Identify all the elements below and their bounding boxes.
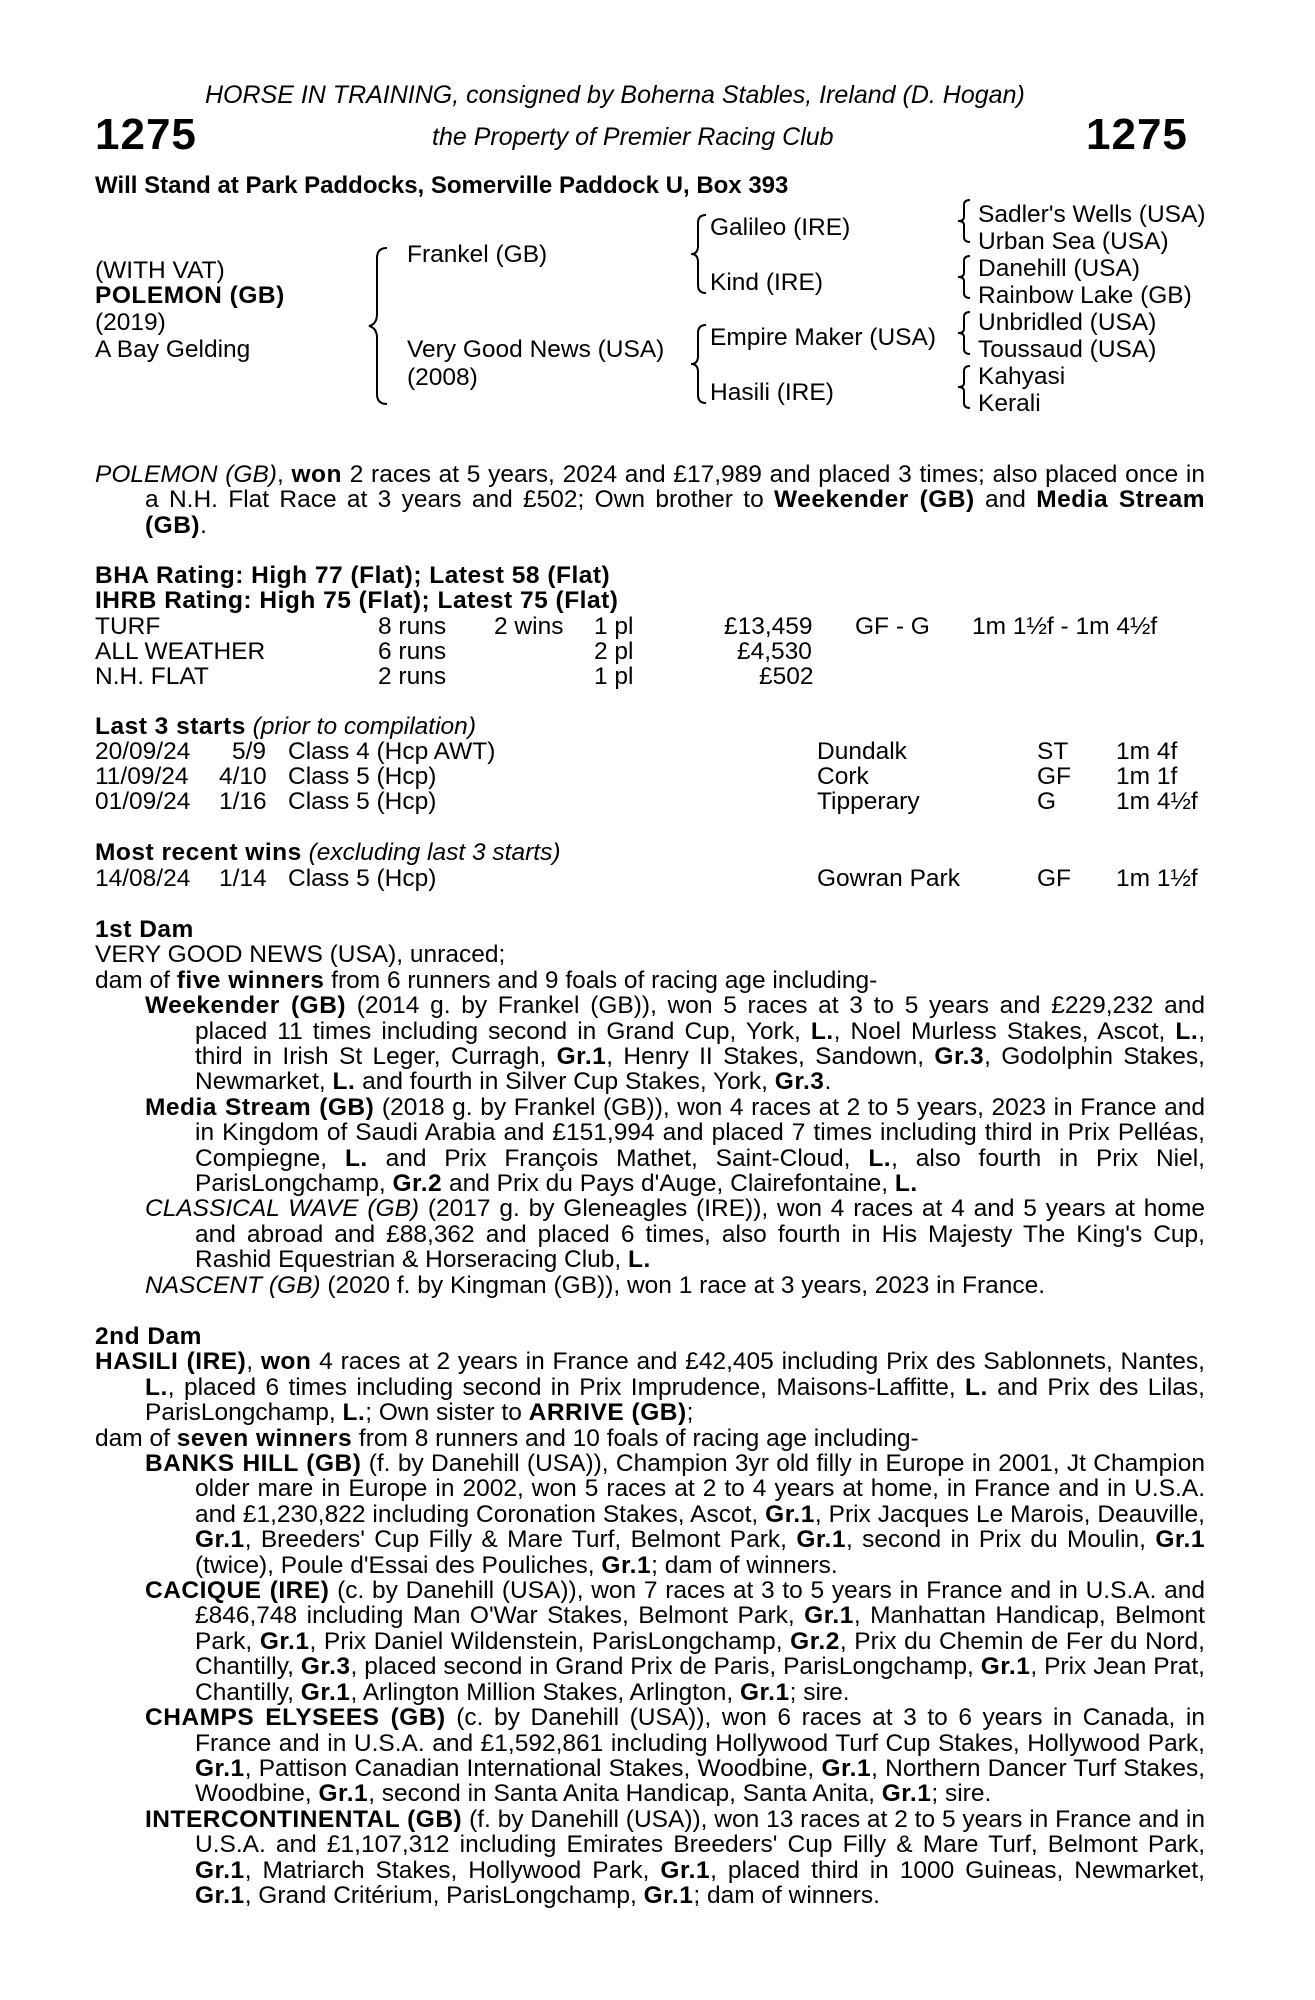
second-dam-section <box>95 1324 1205 1908</box>
brace-sd <box>955 254 975 300</box>
stand-location: Will Stand at Park Paddocks, Somerville Paddock U, Box 393 <box>95 172 789 199</box>
first-dam-line: VERY GOOD NEWS (USA), unraced; <box>95 941 506 969</box>
win-going: GF <box>1037 865 1072 892</box>
start-date: 11/09/24 <box>95 763 189 790</box>
progeny-name: CHAMPS ELYSEES (GB) <box>145 1704 446 1732</box>
start-distance: 1m 4f <box>1116 738 1178 765</box>
start-position: 4/10 <box>219 763 267 790</box>
bha-rating: BHA Rating: High 77 (Flat); Latest 58 (Flat) <box>95 562 611 589</box>
sire-sire-dam: Urban Sea (USA) <box>978 228 1169 255</box>
dam-dam-dam: Kerali <box>978 390 1041 417</box>
first-dam-from: from 6 runners and 9 foals of racing age including- <box>324 966 878 994</box>
record-placed: 2 pl <box>594 638 634 665</box>
horse-description: A Bay Gelding <box>95 336 251 363</box>
progeny-banks-hill: BANKS HILL (GB) (f. by Danehill (USA)), Champion 3yr old filly in Europe in 2001, Jt Champion older mare in Europe in 2002, won 5 races at 2 to 4 years at home, in France and in U.S.A. and £1,230,822 including Coronation Stakes, Ascot, Gr.1, Prix Jacques Le Marois, Deauville, Gr.1, Breeders' Cup Filly & Mare Turf, Belmont Park, Gr.1, second in Prix du Moulin, Gr.1 (twice), Poule d'Essai des Pouliches, Gr.1; dam of winners. <box>145 1450 1205 1579</box>
summary-horse-name: POLEMON (GB) <box>95 461 277 488</box>
second-dam-title: 2nd Dam <box>95 1323 202 1350</box>
pedigree-brace-main <box>365 246 395 406</box>
brace-ss <box>955 198 975 244</box>
brace-ds <box>955 310 975 356</box>
progeny-name: Weekender (GB) <box>145 992 347 1020</box>
pedigree-brace-dam <box>688 323 712 405</box>
start-position: 5/9 <box>232 738 267 765</box>
summary-end: . <box>200 511 207 539</box>
recent-wins-title: Most recent wins <box>95 839 302 866</box>
horse-summary: POLEMON (GB), won 2 races at 5 years, 2024 and £17,989 and placed 3 times; also placed once in a N.H. Flat Race at 3 years and £502; Own brother to Weekender (GB) and Media Stream (GB). <box>95 461 1206 539</box>
recent-wins-heading <box>95 840 560 865</box>
progeny-name: BANKS HILL (GB) <box>145 1450 362 1478</box>
dam-name: Very Good News (USA) <box>407 336 665 363</box>
start-going: ST <box>1037 738 1069 765</box>
progeny-champs-elysees: CHAMPS ELYSEES (GB) (c. by Danehill (USA)), won 6 races at 3 to 6 years in Canada, in France and in U.S.A. and £1,592,861 including Hollywood Turf Cup Stakes, Hollywood Park, Gr.1, Pattison Canadian International Stakes, Woodbine, Gr.1, Northern Dancer Turf Stakes, Woodbine, Gr.1, second in Santa Anita Handicap, Santa Anita, Gr.1; sire. <box>145 1704 1205 1808</box>
consignor-line: HORSE IN TRAINING, consigned by Boherna Stables, Ireland (D. Hogan) <box>205 81 1025 109</box>
start-date: 20/09/24 <box>95 738 191 765</box>
first-dam-of: dam of <box>95 966 177 994</box>
last-starts-title: Last 3 starts <box>95 713 246 740</box>
record-wins: 2 wins <box>494 613 564 640</box>
record-distance: 1m 1½f - 1m 4½f <box>972 613 1158 640</box>
property-line: the Property of Premier Racing Club <box>432 123 834 151</box>
second-dam-intro: HASILI (IRE), won 4 races at 2 years in France and £42,405 including Prix des Sablonnets, Nantes, L., placed 6 times including second in Prix Imprudence, Maisons-Laffitte, L. and Prix des Lilas, ParisLongchamp, L.; Own sister to ARRIVE (GB); <box>95 1348 1205 1427</box>
first-dam-produce <box>95 968 1205 993</box>
dam-sire-dam: Toussaud (USA) <box>978 336 1157 363</box>
start-going: GF <box>1037 763 1072 790</box>
recent-wins-note: (excluding last 3 starts) <box>308 839 561 866</box>
dam-sire-sire: Unbridled (USA) <box>978 309 1157 336</box>
progeny-weekender: Weekender (GB) (2014 g. by Frankel (GB)), won 5 races at 3 to 5 years and £229,232 and placed 11 times including second in Grand Cup, York, L., Noel Murless Stakes, Ascot, L., third in Irish St Leger, Curragh, Gr.1, Henry II Stakes, Sandown, Gr.3, Godolphin Stakes, Newmarket, L. and fourth in Silver Cup Stakes, York, Gr.3. <box>145 992 1205 1096</box>
sire-dam-dam: Rainbow Lake (GB) <box>978 282 1192 309</box>
record-surface: ALL WEATHER <box>95 638 266 665</box>
record-surface: N.H. FLAT <box>95 663 209 690</box>
record-runs: 6 runs <box>378 638 447 665</box>
record-runs: 2 runs <box>378 663 447 690</box>
dam-dam: Hasili (IRE) <box>710 379 834 406</box>
dam-sire: Empire Maker (USA) <box>710 324 936 351</box>
dam-year: (2008) <box>407 364 478 391</box>
progeny-name: CACIQUE (IRE) <box>145 1577 330 1605</box>
start-position: 1/16 <box>219 788 267 815</box>
summary-won: won <box>291 461 342 488</box>
brace-dd <box>955 364 975 410</box>
record-surface: TURF <box>95 613 161 640</box>
second-dam-produce: dam of seven winners from 8 runners and 10 foals of racing age including- <box>95 1424 919 1452</box>
start-course: Cork <box>817 763 869 790</box>
progeny-cacique: CACIQUE (IRE) (c. by Danehill (USA)), won 7 races at 3 to 5 years in France and in U.S.A. and £846,748 including Man O'War Stakes, Belmont Park, Gr.1, Manhattan Handicap, Belmont Park, Gr.1, Prix Daniel Wildenstein, ParisLongchamp, Gr.2, Prix du Chemin de Fer du Nord, Chantilly, Gr.3, placed second in Grand Prix de Paris, ParisLongchamp, Gr.1, Prix Jean Prat, Chantilly, Gr.1, Arlington Million Stakes, Arlington, Gr.1; sire. <box>145 1577 1205 1706</box>
sire-dam: Kind (IRE) <box>710 269 824 296</box>
start-course: Dundalk <box>817 738 907 765</box>
last-starts-note: (prior to compilation) <box>252 713 476 740</box>
win-course: Gowran Park <box>817 865 960 892</box>
record-runs: 8 runs <box>378 613 447 640</box>
record-prize-money: £502 <box>759 663 814 690</box>
sire-sire: Galileo (IRE) <box>710 214 851 241</box>
start-distance: 1m 1f <box>1116 763 1178 790</box>
dam-dam-sire: Kahyasi <box>978 363 1066 390</box>
progeny-nascent: NASCENT (GB) (2020 f. by Kingman (GB)), won 1 race at 3 years, 2023 in France. <box>145 1271 1046 1299</box>
progeny-name: NASCENT (GB) <box>145 1271 321 1299</box>
start-course: Tipperary <box>817 788 920 815</box>
progeny-media-stream: Media Stream (GB) (2018 g. by Frankel (GB)), won 4 races at 2 to 5 years, 2023 in France and in Kingdom of Saudi Arabia and £151,994 and placed 7 times including third in Prix Pelléas, Compiegne, L. and Prix François Mathet, Saint-Cloud, L., also fourth in Prix Niel, ParisLongchamp, Gr.2 and Prix du Pays d'Auge, Clairefontaine, L. <box>145 1093 1206 1198</box>
win-distance: 1m 1½f <box>1116 865 1198 892</box>
summary-text: 2 races at 5 years, 2024 and £17,989 and placed 3 times; also placed once in a N.H. Flat Race at 3 years and £502; Own brother to <box>145 461 1205 514</box>
start-going: G <box>1037 788 1057 815</box>
first-dam-title: 1st Dam <box>95 916 194 943</box>
start-date: 01/09/24 <box>95 788 191 815</box>
ihrb-rating: IHRB Rating: High 75 (Flat); Latest 75 (Flat) <box>95 587 619 614</box>
summary-brother-1: Weekender (GB) <box>774 486 975 514</box>
record-prize-money: £13,459 <box>724 613 813 640</box>
sire-dam-sire: Danehill (USA) <box>978 255 1141 282</box>
progeny-name: CLASSICAL WAVE (GB) <box>145 1195 420 1223</box>
pedigree-brace-sire <box>688 213 712 295</box>
win-race: Class 5 (Hcp) <box>288 865 437 892</box>
record-placed: 1 pl <box>594 613 634 640</box>
start-distance: 1m 4½f <box>1116 788 1198 815</box>
record-prize-money: £4,530 <box>737 638 812 665</box>
record-placed: 1 pl <box>594 663 634 690</box>
last-starts-heading <box>95 714 476 739</box>
start-race: Class 5 (Hcp) <box>288 763 437 790</box>
progeny-name: Media Stream (GB) <box>145 1093 375 1121</box>
lot-number-left: 1275 <box>95 110 197 159</box>
sire-name: Frankel (GB) <box>407 241 548 268</box>
sire-sire-sire: Sadler's Wells (USA) <box>978 201 1206 228</box>
win-date: 14/08/24 <box>95 865 191 892</box>
summary-and: and <box>974 486 1037 514</box>
progeny-intercontinental: INTERCONTINENTAL (GB) (f. by Danehill (USA)), won 13 races at 2 to 5 years in France and in U.S.A. and £1,107,312 including Emirates Breeders' Cup Filly & Mare Turf, Belmont Park, Gr.1, Matriarch Stakes, Hollywood Park, Gr.1, placed third in 1000 Guineas, Newmarket, Gr.1, Grand Critérium, ParisLongchamp, Gr.1; dam of winners. <box>145 1805 1205 1909</box>
win-position: 1/14 <box>219 865 267 892</box>
first-dam-section <box>95 917 1205 1298</box>
summary-brother-2: Media Stream (GB) <box>145 486 1206 539</box>
lot-number-right: 1275 <box>1086 110 1188 159</box>
horse-year: (2019) <box>95 309 166 336</box>
start-race: Class 5 (Hcp) <box>288 788 437 815</box>
record-going: GF - G <box>855 613 930 640</box>
horse-name: POLEMON (GB) <box>95 282 285 309</box>
second-dam-winners: seven winners <box>176 1424 353 1452</box>
second-dam-name: HASILI (IRE) <box>95 1348 247 1376</box>
first-dam-winners: five winners <box>176 966 325 994</box>
progeny-classical-wave: CLASSICAL WAVE (GB) (2017 g. by Gleneagles (IRE)), won 4 races at 4 and 5 years at home and abroad and £88,362 and placed 6 times, also fourth in His Majesty The King's Cup, Rashid Equestrian & Horseracing Club, L. <box>145 1195 1205 1274</box>
vat-note: (WITH VAT) <box>95 257 225 284</box>
progeny-name: INTERCONTINENTAL (GB) <box>145 1805 463 1833</box>
start-race: Class 4 (Hcp AWT) <box>288 738 496 765</box>
